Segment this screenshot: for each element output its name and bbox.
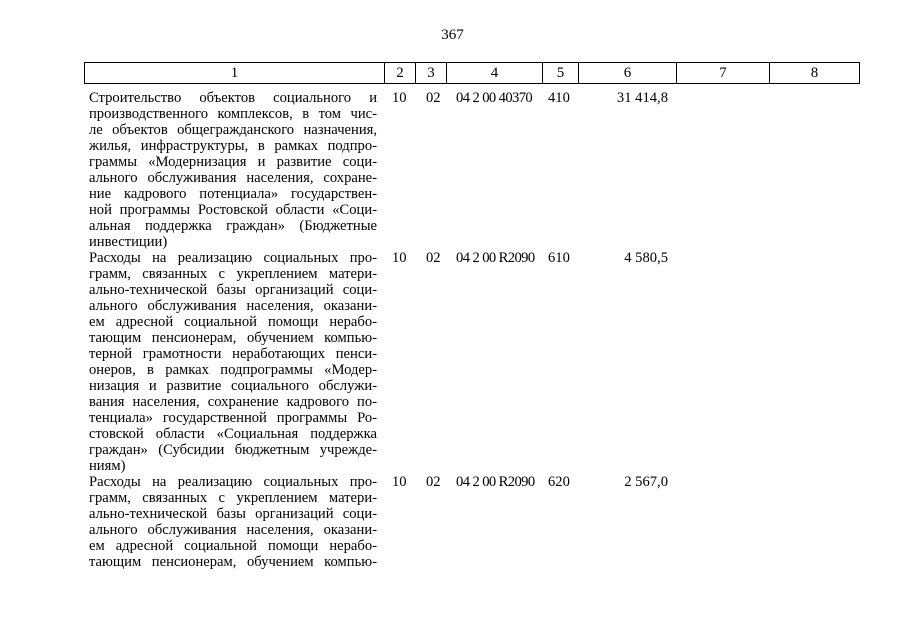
- header-col-2: 2: [384, 63, 415, 83]
- row-csr: 04 2 00 40370: [456, 90, 533, 106]
- row-csr: 04 2 00 R2090: [456, 474, 535, 490]
- row-rz: 10: [392, 474, 407, 490]
- row-csr: 04 2 00 R2090: [456, 250, 535, 266]
- row-rz: 10: [392, 250, 407, 266]
- row-vr: 620: [548, 474, 570, 490]
- row-description: Расходы на реализацию социальных про- грамм, связанных с укреплением матери- ально-технической базы организаций соци- ального обслуживания населения, оказани- ем адресной социальной помощи нерабо- тающим пенсионерам, обучением компью- терной грамотности неработающих пенси- онеров, в рамках подпрограммы «Модер- низация и развитие социального обслужи- вания населения, сохранение кадрового по- тенциала» государственной программы Ро- стовской области «Социальная поддержка граждан» (Субсидии бюджетным учрежде- ниям): [89, 250, 377, 474]
- header-col-4: 4: [446, 63, 542, 83]
- table-header-row: [84, 62, 860, 84]
- row-pr: 02: [426, 250, 441, 266]
- row-amount: 4 580,5: [624, 250, 668, 266]
- header-col-3: 3: [415, 63, 446, 83]
- row-description: Расходы на реализацию социальных про- грамм, связанных с укреплением матери- ально-технической базы организаций соци- ального обслуживания населения, оказани- ем адресной социальной помощи нерабо- тающим пенсионерам, обучением компью-: [89, 474, 377, 570]
- row-description: Строительство объектов социального и производственного комплексов, в том чис- ле объектов общегражданского назначения, жилья, инфраструктуры, в рамках подпро- граммы «Модернизация и развитие соци- ального обслуживания населения, сохране- ние кадрового потенциала» государствен- ной программы Ростовской области «Соци- альная поддержка граждан» (Бюджетные инвестиции): [89, 90, 377, 250]
- row-amount: 31 414,8: [616, 90, 668, 106]
- row-amount: 2 567,0: [624, 474, 668, 490]
- row-vr: 610: [548, 250, 570, 266]
- row-pr: 02: [426, 90, 441, 106]
- row-pr: 02: [426, 474, 441, 490]
- header-col-8: 8: [769, 63, 859, 83]
- header-col-5: 5: [542, 63, 578, 83]
- header-col-1: 1: [230, 65, 239, 81]
- row-rz: 10: [392, 90, 407, 106]
- page-number: 367: [441, 27, 464, 43]
- row-vr: 410: [548, 90, 570, 106]
- header-col-7: 7: [676, 63, 769, 83]
- header-col-6: 6: [578, 63, 676, 83]
